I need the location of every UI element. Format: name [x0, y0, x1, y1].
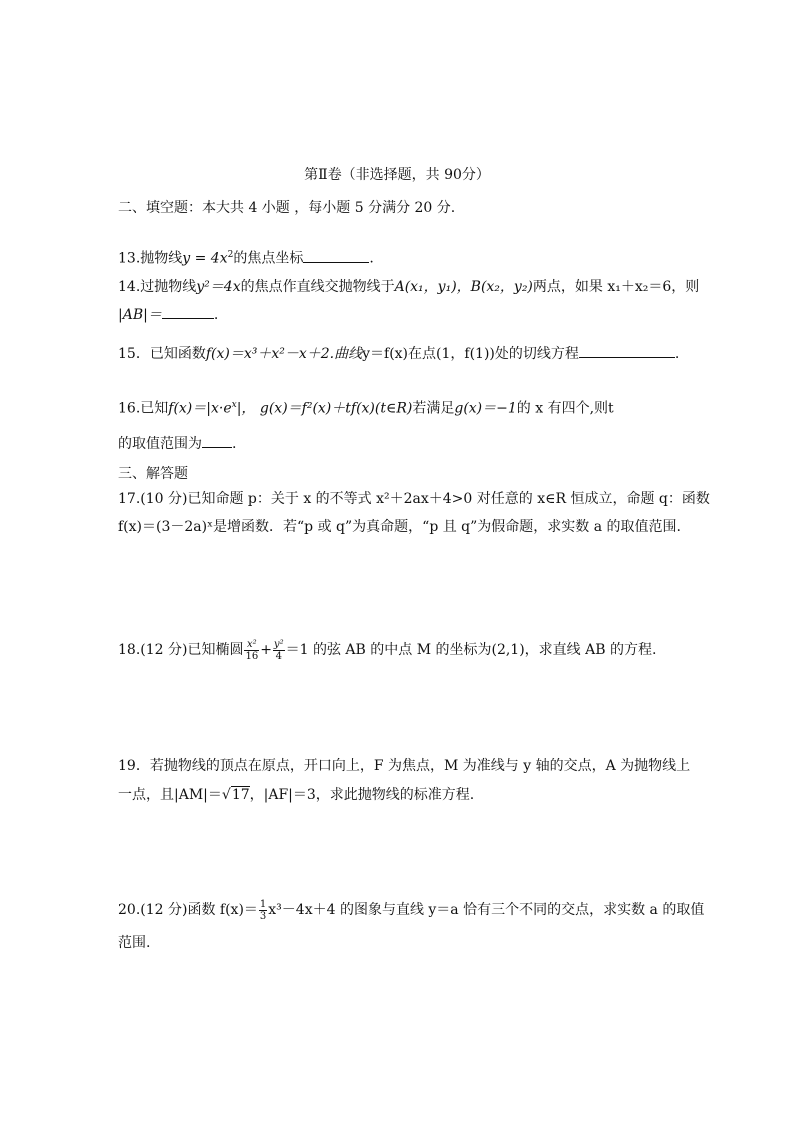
- question-17-line2: f(x)＝(3－2a)ˣ是增函数．若“p 或 q”为真命题，“p 且 q”为假命题，求实数 a 的取值范围.: [118, 519, 681, 535]
- question-17-line1: 17.(10 分)已知命题 p：关于 x 的不等式 x²＋2ax＋4>0 对任意的 x∈R 恒成立，命题 q：函数: [118, 491, 710, 507]
- question-19-line1: 19．若抛物线的顶点在原点，开口向上，F 为焦点，M 为准线与 y 轴的交点，A 为抛物线上: [118, 758, 691, 774]
- question-16-line2: 的取值范围为 .: [118, 433, 236, 454]
- question-20-line2: 范围.: [118, 935, 151, 951]
- page-title: 第Ⅱ卷（非选择题，共 90分）: [304, 167, 490, 183]
- question-20: 20.(12 分)函数 f(x)＝ $\frac{1}{3}$ x³－4x＋4 的图象与直线 y＝a 恰有三个不同的交点，求实数 a 的取值: [118, 898, 705, 922]
- section3-header: 三、解答题: [118, 466, 188, 482]
- question-13: 13.抛物线$y = 4x^2$的焦点坐标 .: [118, 245, 374, 269]
- section2-header: 二、填空题：本大共 4 小题 ，每小题 5 分满分 20 分.: [118, 200, 456, 216]
- question-19-line2: 一点，且|AM|＝√17，|AF|＝3，求此抛物线的标准方程.: [118, 787, 475, 803]
- question-16: 16.已知$f(x)=|x\cdot e^x|$， g(x)＝f²(x)＋tf(x)(t∈R)若满足g(x)＝−1的 x 有四个,则t: [118, 400, 614, 417]
- question-14-answer: |AB|＝ .: [118, 304, 218, 325]
- question-14: 14.过抛物线y²＝4x的焦点作直线交抛物线于A(x₁，y₁)，B(x₂，y₂)两点，如果 x₁＋x₂＝6，则: [118, 279, 700, 295]
- question-18: 18.(12 分)已知椭圆 $\frac{\text{x²}}{16}$ + $\frac{\text{y²}}{4}$ ＝1 的弦 AB 的中点 M 的坐标为(2,1)，求直线 AB 的方程.: [118, 638, 657, 662]
- question-15: 15．已知函数f(x)＝x³＋x²－x＋2.曲线y＝f(x)在点(1，f(1))处的切线方程 .: [118, 343, 679, 364]
